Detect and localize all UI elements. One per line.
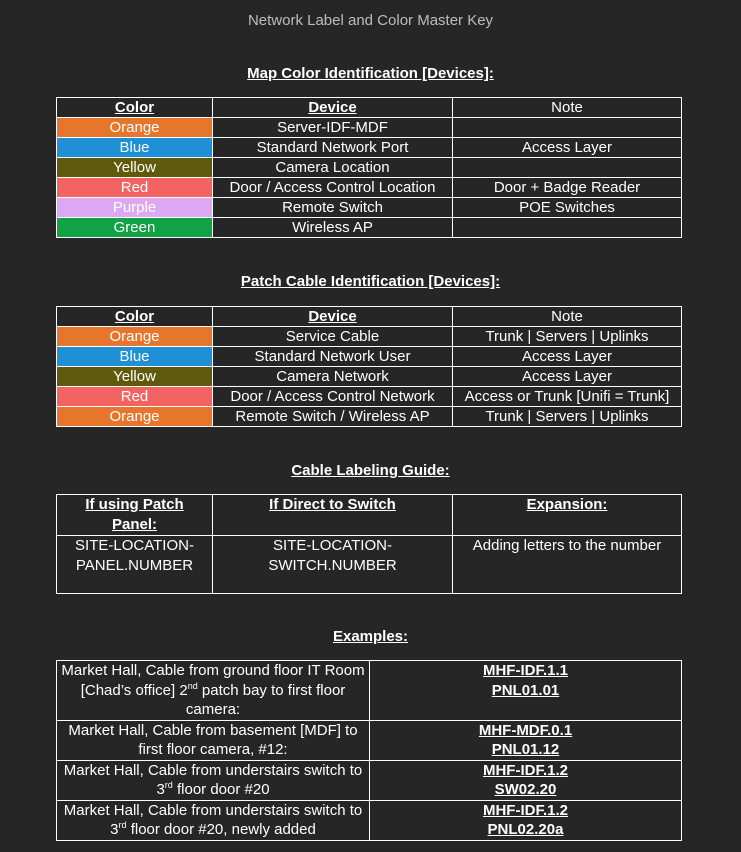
table-row <box>57 347 682 367</box>
color-cell: Blue <box>57 347 213 367</box>
device-header: Device <box>213 98 453 118</box>
note-header: Note <box>453 307 682 327</box>
note-cell: Access Layer <box>453 138 682 158</box>
document-title: Network Label and Color Master Key <box>247 12 494 29</box>
color-cell: Yellow <box>57 367 213 387</box>
table-row <box>57 387 682 407</box>
table-row <box>57 661 682 721</box>
note-cell: POE Switches <box>453 198 682 218</box>
note-cell: Door + Badge Reader <box>453 178 682 198</box>
color-cell: Green <box>57 218 213 238</box>
note-cell: Access or Trunk [Unifi = Trunk] <box>453 387 682 407</box>
device-cell: Door / Access Control Location <box>213 178 453 198</box>
color-cell: Orange <box>57 118 213 138</box>
patch-panel-header: If using Patch Panel: <box>57 495 213 536</box>
table-row <box>57 198 682 218</box>
table-row <box>57 138 682 158</box>
example-label: MHF-IDF.1.2 <box>482 801 568 819</box>
example-label: MHF-MDF.0.1 <box>478 721 573 739</box>
table-row <box>57 327 682 347</box>
device-cell: Standard Network Port <box>213 138 453 158</box>
note-cell: Access Layer <box>453 347 682 367</box>
table-row <box>57 536 682 594</box>
example-description: Market Hall, Cable from understairs switch to 3rd floor door #20 <box>57 760 370 800</box>
labeling-guide-section-title: Cable Labeling Guide: <box>291 462 450 479</box>
device-cell: Camera Location <box>213 158 453 178</box>
device-cell: Door / Access Control Network <box>213 387 453 407</box>
device-cell: Remote Switch <box>213 198 453 218</box>
example-label: PNL02.20a <box>487 821 564 838</box>
map-color-table <box>56 97 682 238</box>
table-row <box>57 218 682 238</box>
example-label: PNL01.01 <box>491 681 560 699</box>
color-cell: Red <box>57 387 213 407</box>
example-labels <box>370 800 682 840</box>
example-label: MHF-IDF.1.1 <box>482 662 568 679</box>
note-header: Note <box>453 98 682 118</box>
note-cell: Trunk | Servers | Uplinks <box>453 407 682 427</box>
device-cell: Standard Network User <box>213 347 453 367</box>
example-label: MHF-IDF.1.2 <box>482 761 568 779</box>
note-cell <box>453 218 682 238</box>
example-labels <box>370 661 682 721</box>
note-cell: Trunk | Servers | Uplinks <box>453 327 682 347</box>
table-row <box>57 800 682 840</box>
patch-cable-table <box>56 306 682 427</box>
color-cell: Orange <box>57 407 213 427</box>
direct-switch-format: SITE-LOCATION-SWITCH.NUMBER <box>213 536 453 594</box>
device-cell: Camera Network <box>213 367 453 387</box>
table-row <box>57 118 682 138</box>
device-cell: Wireless AP <box>213 218 453 238</box>
example-description: Market Hall, Cable from ground floor IT Room [Chad’s office] 2nd patch bay to first floor camera: <box>57 661 370 721</box>
color-header: Color <box>57 307 213 327</box>
color-cell: Red <box>57 178 213 198</box>
color-cell: Orange <box>57 327 213 347</box>
examples-section-title: Examples: <box>332 628 409 645</box>
note-cell <box>453 118 682 138</box>
table-header-row <box>57 495 682 536</box>
table-row <box>57 367 682 387</box>
device-header: Device <box>213 307 453 327</box>
color-cell: Purple <box>57 198 213 218</box>
example-description: Market Hall, Cable from understairs switch to 3rd floor door #20, newly added <box>57 800 370 840</box>
device-cell: Remote Switch / Wireless AP <box>213 407 453 427</box>
note-cell <box>453 158 682 178</box>
device-cell: Server-IDF-MDF <box>213 118 453 138</box>
note-cell: Access Layer <box>453 367 682 387</box>
example-labels <box>370 720 682 760</box>
color-cell: Blue <box>57 138 213 158</box>
example-label: SW02.20 <box>494 781 557 798</box>
labeling-guide-table <box>56 494 682 594</box>
example-labels <box>370 760 682 800</box>
table-row <box>57 407 682 427</box>
table-row <box>57 760 682 800</box>
device-cell: Service Cable <box>213 327 453 347</box>
table-row <box>57 720 682 760</box>
table-header-row <box>57 307 682 327</box>
color-header: Color <box>57 98 213 118</box>
expansion-format: Adding letters to the number <box>453 536 682 594</box>
patch-panel-format: SITE-LOCATION-PANEL.NUMBER <box>57 536 213 594</box>
map-color-section-title: Map Color Identification [Devices]: <box>247 65 494 82</box>
table-header-row <box>57 98 682 118</box>
color-cell: Yellow <box>57 158 213 178</box>
expansion-header: Expansion: <box>453 495 682 536</box>
examples-table <box>56 660 682 841</box>
table-row <box>57 158 682 178</box>
direct-switch-header: If Direct to Switch <box>213 495 453 536</box>
patch-cable-section-title: Patch Cable Identification [Devices]: <box>240 273 501 290</box>
table-row <box>57 178 682 198</box>
example-description: Market Hall, Cable from basement [MDF] to first floor camera, #12: <box>57 720 370 760</box>
example-label: PNL01.12 <box>491 741 560 758</box>
